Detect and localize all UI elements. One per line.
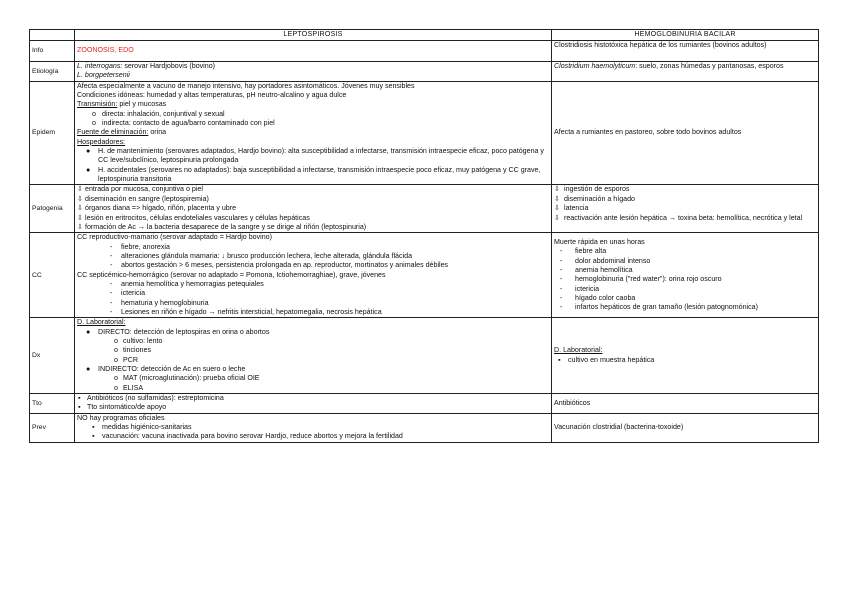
tto-hemo: Antibióticos — [552, 394, 819, 414]
list-item: ⇩ ingestión de esporos — [554, 185, 630, 194]
circle-bullet-icon: o — [114, 374, 118, 383]
dx-lab-label: D. Laboratorial: — [77, 318, 126, 327]
row-label-cc: CC — [30, 233, 75, 318]
info-lepto: ZOONOSIS, EDO — [75, 41, 552, 62]
list-item: - abortos gestación > 6 meses, persistencia prolongada en ap. reproductor, mortinatos y animales débiles — [110, 261, 449, 270]
epidem-lepto — [75, 81, 552, 185]
list-item: ● H. de mantenimiento (serovares adaptados, Hardjo bovino): alta susceptibilidad a infectarse, transmisión intraespecie eficaz, poco patógena y CC leve/subclínico, leptospinuria prolongada — [86, 147, 544, 165]
dx-hemo-lab-label: D. Laboratorial: — [554, 346, 603, 355]
list-item: - hematuria y hemoglobinuria — [110, 298, 209, 307]
list-item: - infartos hepáticos de gran tamaño (lesión patognomónica) — [560, 303, 758, 312]
circle-bullet-icon: o — [92, 119, 96, 128]
row-label-info: Info — [30, 41, 75, 62]
dash-bullet-icon: - — [560, 303, 563, 312]
list-item: ▪ cultivo en muestra hepática — [558, 355, 655, 364]
row-label-patogenia: Patogenia — [30, 185, 75, 233]
list-item: ● DIRECTO: detección de leptospiras en orina o abortos — [86, 327, 270, 336]
cc-hemo-heading: Muerte rápida en unas horas — [554, 237, 645, 246]
list-item: - anemia hemolítica — [560, 265, 633, 274]
prev-heading: NO hay programas oficiales — [77, 413, 165, 422]
etiologia-hemo — [552, 62, 819, 82]
arrow-down-icon: ⇩ — [77, 185, 83, 194]
etiologia-hemo-species: Clostridium haemolyticum — [554, 62, 636, 70]
comparison-table — [29, 29, 819, 443]
row-etiologia — [30, 62, 819, 82]
list-item: - fiebre alta — [560, 247, 607, 256]
list-item: ⇩ latencia — [554, 204, 589, 213]
cc-hemo — [552, 233, 819, 318]
dot-bullet-icon: ● — [86, 365, 91, 373]
arrow-down-icon: ⇩ — [554, 194, 560, 203]
list-item: - Lesiones en riñón e hígado → nefritis intersticial, hepatomegalia, necrosis hepática — [110, 307, 382, 316]
list-item: o directa: inhalación, conjuntival y sexual — [92, 109, 225, 118]
list-item: ▪ medidas higiénico-sanitarias — [92, 423, 192, 432]
row-prev — [30, 413, 819, 442]
patogenia-lepto — [75, 185, 552, 233]
arrow-down-icon: ⇩ — [77, 222, 83, 231]
cc-septicemico-heading: CC septicémico-hemorrágico (serovar no adaptado = Pomona, Ictiohemorraghiae), grave, jóvenes — [77, 270, 386, 279]
list-item: o MAT (microaglutinación): prueba oficial OIE — [114, 374, 260, 383]
arrow-down-icon: ⇩ — [554, 213, 560, 222]
list-item: - anemia hemolítica y hemorragias petequiales — [110, 279, 264, 288]
cc-lepto — [75, 233, 552, 318]
header-row — [30, 30, 819, 41]
square-bullet-icon: ▪ — [78, 394, 81, 403]
list-item: ▪ Antibióticos (no sulfamidas): estreptomicina — [78, 394, 224, 403]
dash-bullet-icon: - — [560, 256, 563, 265]
dot-bullet-icon: ● — [86, 147, 91, 156]
dash-bullet-icon: - — [110, 261, 113, 270]
dash-bullet-icon: - — [560, 247, 563, 256]
etiologia-lepto-serovar: serovar Hardjobovis (bovino) — [122, 62, 216, 70]
circle-bullet-icon: o — [114, 346, 118, 355]
dash-bullet-icon: - — [560, 284, 563, 293]
list-item: o PCR — [114, 355, 138, 364]
info-hemo: Clostridiosis histotóxica hepática de los rumiantes (bovinos adultos) — [552, 41, 819, 62]
tto-lepto — [75, 394, 552, 414]
etiologia-lepto-species-2: L. borgpetersenii — [77, 71, 130, 80]
header-empty — [30, 30, 75, 41]
dash-bullet-icon: - — [110, 251, 113, 260]
dx-hemo — [552, 318, 819, 394]
row-tto — [30, 394, 819, 414]
row-label-etiologia: Etiología — [30, 62, 75, 82]
dash-bullet-icon: - — [110, 242, 113, 251]
epidem-line-1: Afecta especialmente a vacuno de manejo intensivo, hay portadores asintomáticos. Jóvenes muy sensibles — [77, 81, 415, 90]
list-item: o ELISA — [114, 383, 144, 392]
fuente-value: orina — [148, 128, 167, 137]
transmision-list — [77, 110, 549, 129]
list-item: - fiebre, anorexia — [110, 242, 170, 251]
header-leptospirosis: LEPTOSPIROSIS — [75, 30, 552, 41]
list-item: o tinciones — [114, 346, 151, 355]
circle-bullet-icon: o — [114, 383, 118, 392]
cc-reproductivo-heading: CC reproductivo-mamario (serovar adaptado = Hardjo bovino) — [77, 233, 272, 242]
row-label-tto: Tto — [30, 394, 75, 414]
list-item: ⇩ formación de Ac → la bacteria desaparece de la sangre y se dirige al riñón (leptospinuria) — [77, 222, 367, 231]
list-item: - hígado color caoba — [560, 293, 636, 302]
header-hemoglobinuria: HEMOGLOBINURIA BACILAR — [552, 30, 819, 41]
prev-lepto — [75, 413, 552, 442]
list-item: ⇩ entrada por mucosa, conjuntiva o piel — [77, 185, 203, 194]
prev-hemo: Vacunación clostridial (bacterina-toxoide) — [552, 413, 819, 442]
dash-bullet-icon: - — [560, 293, 563, 302]
arrow-down-icon: ⇩ — [77, 213, 83, 222]
dash-bullet-icon: - — [110, 279, 113, 288]
row-patogenia — [30, 185, 819, 233]
list-item: - dolor abdominal intenso — [560, 256, 651, 265]
transmision-value: piel y mucosas — [117, 100, 167, 109]
row-dx — [30, 318, 819, 394]
row-label-dx: Dx — [30, 318, 75, 394]
row-label-prev: Prev — [30, 413, 75, 442]
dot-bullet-icon: ● — [86, 327, 91, 336]
arrow-down-icon: ⇩ — [554, 204, 560, 213]
list-item: ⇩ reactivación ante lesión hepática → toxina beta: hemolítica, necrótica y letal — [554, 213, 803, 222]
square-bullet-icon: ▪ — [92, 432, 95, 441]
hospedadores-label: Hospedadores: — [77, 137, 126, 146]
list-item: - hemoglobinuria ("red water"): orina rojo oscuro — [560, 275, 722, 284]
list-item: ▪ vacunación: vacuna inactivada para bovino serovar Hardjo, reduce abortos y mejora la fertilidad — [92, 432, 403, 441]
list-item: ⇩ diseminación a hígado — [554, 194, 635, 203]
etiologia-lepto — [75, 62, 552, 82]
arrow-down-icon: ⇩ — [77, 204, 83, 213]
epidem-line-2: Condiciones idóneas: humedad y altas temperaturas, pH neutro-alcalino y agua dulce — [77, 91, 347, 100]
dash-bullet-icon: - — [110, 307, 113, 316]
row-cc — [30, 233, 819, 318]
circle-bullet-icon: o — [92, 109, 96, 118]
row-info — [30, 41, 819, 62]
dash-bullet-icon: - — [110, 298, 113, 307]
list-item: ⇩ lesión en eritrocitos, células endoteliales vasculares y células hepáticas — [77, 213, 310, 222]
circle-bullet-icon: o — [114, 355, 118, 364]
arrow-down-icon: ⇩ — [554, 185, 560, 194]
patogenia-hemo — [552, 185, 819, 233]
list-item: ▪ Tto sintomático/de apoyo — [78, 403, 167, 412]
square-bullet-icon: ▪ — [558, 355, 561, 364]
square-bullet-icon: ▪ — [92, 423, 95, 432]
row-label-epidem: Epidem — [30, 81, 75, 185]
arrow-down-icon: ⇩ — [77, 194, 83, 203]
transmision-label: Transmisión: — [77, 100, 118, 109]
epidem-hemo: Afecta a rumiantes en pastoreo, sobre todo bovinos adultos — [552, 81, 819, 185]
hospedadores-list — [77, 147, 549, 184]
list-item: ⇩ órganos diana => hígado, riñón, placenta y ubre — [77, 204, 237, 213]
etiologia-hemo-habitat: : suelo, zonas húmedas y pantanosas, esporos — [635, 62, 784, 70]
list-item: - ictericia — [110, 289, 146, 298]
list-item: ● INDIRECTO: detección de Ac en suero o leche — [86, 365, 246, 373]
dash-bullet-icon: - — [110, 289, 113, 298]
dot-bullet-icon: ● — [86, 165, 91, 174]
dash-bullet-icon: - — [560, 265, 563, 274]
fuente-label: Fuente de eliminación: — [77, 128, 149, 137]
list-item: - alteraciones glándula mamaria: ↓ brusco producción lechera, leche alterada, glándula flácida — [110, 251, 413, 260]
list-item: ⇩ diseminación en sangre (leptospiremia) — [77, 194, 209, 203]
list-item: ● H. accidentales (serovares no adaptados): baja susceptibilidad a infectarse, transmisión intraespecie poco eficaz, muy patógena y CC grave, leptospinuria transitoria — [86, 165, 541, 184]
list-item: - ictericia — [560, 284, 600, 293]
etiologia-lepto-species-1: L. interrogans: — [77, 62, 123, 70]
row-epidem — [30, 81, 819, 185]
circle-bullet-icon: o — [114, 336, 118, 345]
list-item: o cultivo: lento — [114, 336, 163, 345]
square-bullet-icon: ▪ — [78, 403, 81, 412]
dx-lepto — [75, 318, 552, 394]
list-item: o indirecta: contacto de agua/barro contaminado con piel — [92, 119, 275, 128]
dash-bullet-icon: - — [560, 275, 563, 284]
